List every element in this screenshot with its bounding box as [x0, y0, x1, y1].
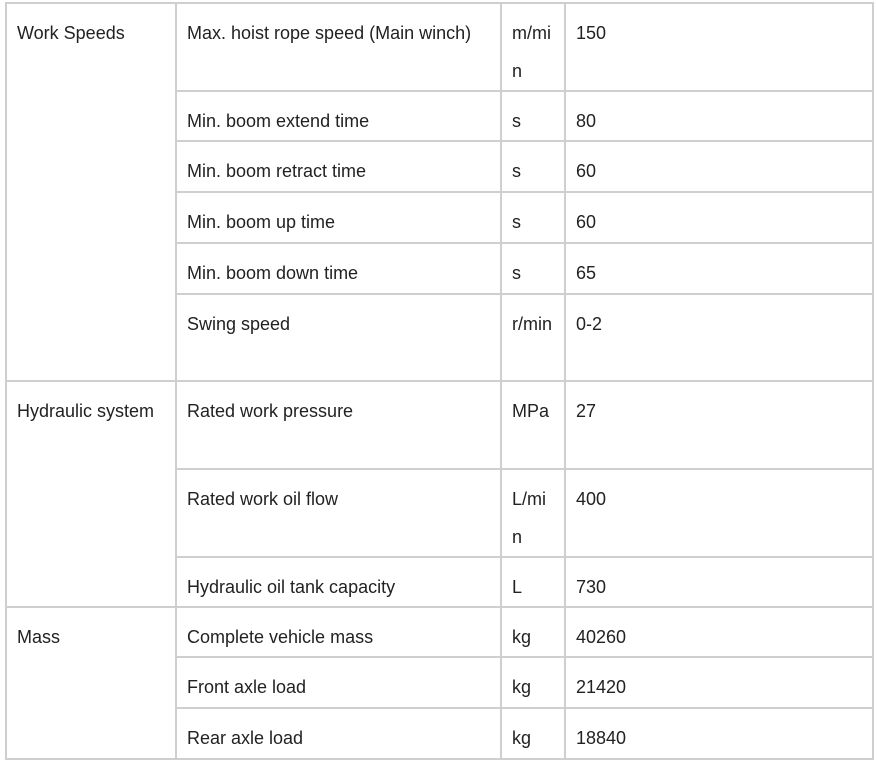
table-row [7, 608, 874, 658]
unit-cell: s [502, 92, 566, 142]
value-cell: 0-2 [566, 295, 874, 382]
category-cell: Hydraulic system [7, 382, 177, 608]
value-cell: 150 [566, 4, 874, 92]
value-cell: 60 [566, 142, 874, 193]
unit-cell: s [502, 142, 566, 193]
unit-cell: s [502, 193, 566, 244]
item-cell: Min. boom retract time [177, 142, 502, 193]
unit-cell: r/min [502, 295, 566, 382]
value-cell: 27 [566, 382, 874, 470]
unit-cell: s [502, 244, 566, 295]
item-cell: Rated work pressure [177, 382, 502, 470]
unit-cell: m/min [502, 4, 566, 92]
item-cell: Min. boom down time [177, 244, 502, 295]
item-cell: Complete vehicle mass [177, 608, 502, 658]
category-cell: Work Speeds [7, 4, 177, 382]
value-cell: 18840 [566, 709, 874, 760]
unit-cell: kg [502, 658, 566, 709]
unit-cell: L/min [502, 470, 566, 558]
item-cell: Max. hoist rope speed (Main winch) [177, 4, 502, 92]
item-cell: Min. boom up time [177, 193, 502, 244]
item-cell: Front axle load [177, 658, 502, 709]
value-cell: 730 [566, 558, 874, 608]
value-cell: 60 [566, 193, 874, 244]
category-cell: Mass [7, 608, 177, 760]
value-cell: 80 [566, 92, 874, 142]
spec-table [5, 2, 874, 760]
item-cell: Hydraulic oil tank capacity [177, 558, 502, 608]
table-row [7, 382, 874, 470]
unit-cell: MPa [502, 382, 566, 470]
unit-cell: kg [502, 709, 566, 760]
value-cell: 21420 [566, 658, 874, 709]
value-cell: 40260 [566, 608, 874, 658]
unit-cell: kg [502, 608, 566, 658]
table-row [7, 4, 874, 92]
value-cell: 400 [566, 470, 874, 558]
item-cell: Swing speed [177, 295, 502, 382]
item-cell: Min. boom extend time [177, 92, 502, 142]
item-cell: Rated work oil flow [177, 470, 502, 558]
value-cell: 65 [566, 244, 874, 295]
item-cell: Rear axle load [177, 709, 502, 760]
unit-cell: L [502, 558, 566, 608]
